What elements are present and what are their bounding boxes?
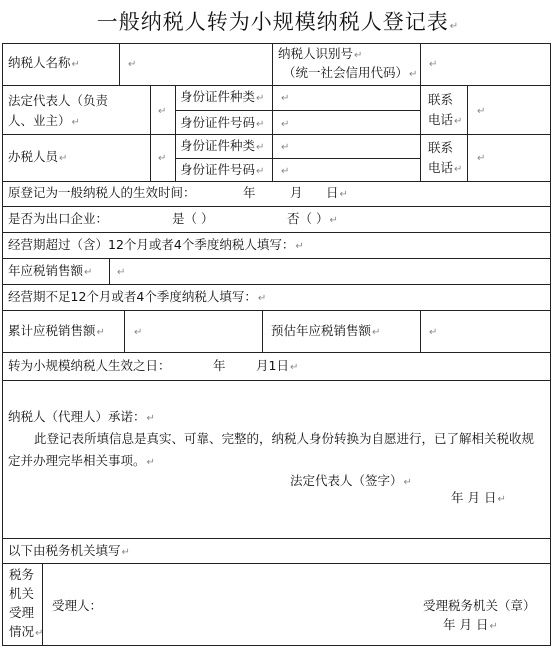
effective-year: 年 [243, 185, 256, 200]
export-no-option[interactable]: 否（ ）↵ [287, 211, 338, 226]
annual-sales-field[interactable]: ↵ [117, 267, 126, 278]
effective-day: 日↵ [326, 185, 348, 200]
row-divider [2, 563, 551, 564]
legal-rep-label-line2: 人、业主）↵ [8, 113, 80, 128]
tax-officer-contact-label: 联系 [428, 140, 454, 155]
col-divider [109, 258, 110, 284]
row-divider [2, 310, 551, 311]
receiver-label: 受理人： [52, 598, 103, 613]
row-divider [2, 352, 551, 353]
row-divider [2, 181, 551, 182]
row-divider [2, 538, 551, 539]
tax-authority-side-label-3: 受理 [9, 605, 35, 620]
tax-officer-id-number-label: 身份证件号码↵ [180, 162, 265, 177]
col-divider [467, 85, 468, 181]
tax-authority-side-label-4: 情况↵ [9, 624, 44, 639]
annual-sales-label: 年应税销售额↵ [8, 263, 93, 278]
taxpayer-name-label: 纳税人名称↵ [8, 55, 80, 70]
col-divider [272, 85, 273, 181]
col-divider [272, 43, 273, 85]
credit-code-label: （统一社会信用代码）↵ [283, 65, 418, 80]
legal-rep-phone-field[interactable]: ↵ [477, 106, 486, 117]
receiving-office-label: 受理税务机关（章） [423, 598, 536, 613]
estimated-sales-field[interactable]: ↵ [429, 327, 438, 338]
export-yes-option[interactable]: 是（ ） [172, 211, 214, 226]
taxpayer-name-field[interactable]: ↵ [128, 59, 137, 70]
legal-rep-signature-label: 法定代表人（签字）↵ [290, 473, 412, 488]
col-divider [175, 85, 176, 181]
row-divider [2, 85, 551, 86]
col-divider [420, 43, 421, 85]
tax-officer-id-type-label: 身份证件种类↵ [180, 138, 265, 153]
effective-month: 月 [290, 185, 303, 200]
tax-officer-id-type-field[interactable]: ↵ [281, 142, 290, 153]
col-divider [420, 310, 421, 352]
legal-rep-id-number-label: 身份证件号码↵ [180, 115, 265, 130]
tax-officer-id-number-field[interactable]: ↵ [281, 166, 290, 177]
row-divider [2, 206, 551, 207]
legal-rep-id-type-field[interactable]: ↵ [281, 93, 290, 104]
tax-authority-side-label-2: 机关 [9, 586, 35, 601]
legal-rep-contact-label-line2: 电话↵ [428, 112, 463, 127]
taxpayer-id-label: 纳税人识别号↵ [278, 46, 363, 61]
under-12-months-label: 经营期不足12个月或者4个季度纳税人填写：↵ [8, 289, 267, 304]
tax-officer-label: 办税人员↵ [8, 149, 68, 164]
small-scale-effective-month-day: 月1日↵ [256, 358, 299, 373]
col-divider [420, 85, 421, 181]
col-divider [262, 310, 263, 352]
legal-rep-field[interactable]: ↵ [158, 106, 167, 117]
col-divider [124, 310, 125, 352]
tax-authority-date-label: 年 月 日↵ [443, 617, 498, 632]
legal-rep-label: 法定代表人（负责 [8, 93, 109, 108]
col-divider [150, 85, 151, 181]
commitment-date-label: 年 月 日↵ [451, 490, 506, 505]
small-scale-effective-date-label: 转为小规模纳税人生效之日： [8, 358, 171, 373]
commitment-heading: 纳税人（代理人）承诺：↵ [8, 409, 155, 424]
tax-officer-field[interactable]: ↵ [158, 153, 167, 164]
row-divider [2, 284, 551, 285]
commitment-body: 此登记表所填信息是真实、可靠、完整的，纳税人身份转换为自愿进行，已了解相关税收规定并办理完毕相关事项。↵ [8, 431, 535, 468]
tax-officer-phone-field[interactable]: ↵ [477, 153, 486, 164]
cumulative-sales-label: 累计应税销售额↵ [8, 323, 105, 338]
taxpayer-id-field[interactable]: ↵ [429, 59, 438, 70]
col-divider [119, 43, 120, 85]
row-divider [2, 134, 551, 135]
row-divider [2, 232, 551, 233]
legal-rep-contact-label: 联系 [428, 92, 454, 107]
export-enterprise-label: 是否为出口企业： [8, 211, 109, 226]
small-scale-effective-year: 年 [213, 358, 226, 373]
row-divider [175, 110, 420, 111]
row-divider [2, 380, 551, 381]
tax-officer-contact-label-line2: 电话↵ [428, 160, 463, 175]
estimated-sales-label: 预估年应税销售额↵ [271, 323, 381, 338]
row-divider [2, 258, 551, 259]
cumulative-sales-field[interactable]: ↵ [134, 327, 143, 338]
tax-authority-section-label: 以下由税务机关填写↵ [8, 543, 130, 558]
legal-rep-id-number-field[interactable]: ↵ [281, 119, 290, 130]
over-12-months-label: 经营期超过（含）12个月或者4个季度纳税人填写：↵ [8, 237, 304, 252]
form-title: 一般纳税人转为小规模纳税人登记表↵ [96, 10, 460, 34]
legal-rep-id-type-label: 身份证件种类↵ [180, 89, 265, 104]
tax-authority-side-label: 税务 [9, 567, 35, 582]
row-divider [175, 158, 420, 159]
effective-time-label: 原登记为一般纳税人的生效时间： [8, 185, 196, 200]
